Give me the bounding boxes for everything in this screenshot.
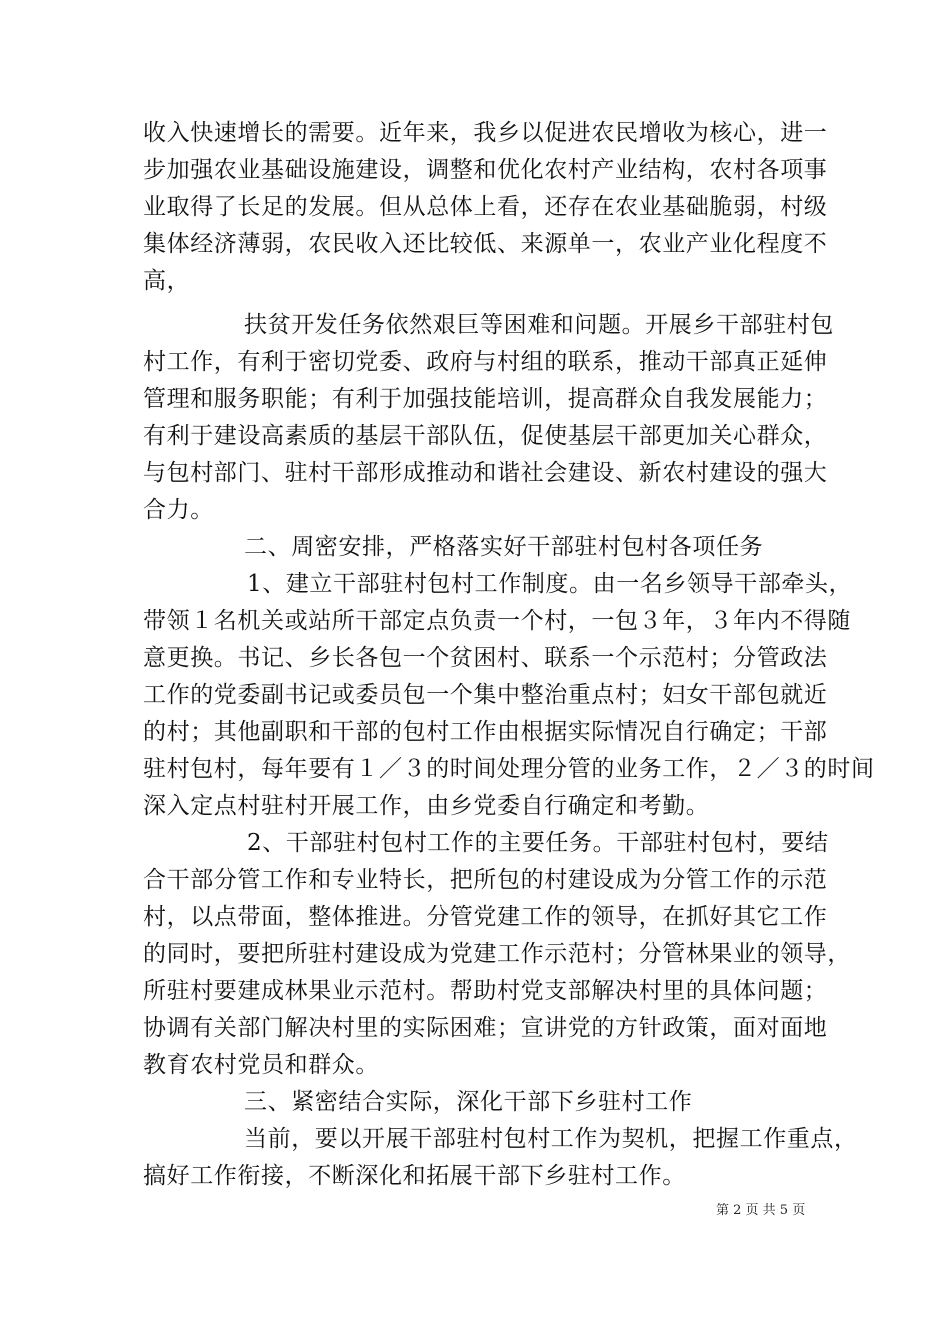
text-line: 深入定点村驻村开展工作，由乡党委自行确定和考勤。 — [143, 793, 710, 819]
text-line: 工作的党委副书记或委员包一个集中整治重点村；妇女干部包就近 — [143, 682, 828, 708]
page-number: 第 2 页 共 5 页 — [716, 1203, 806, 1218]
text-line: 与包村部门、驻村干部形成推动和谐社会建设、新农村建设的强大 — [143, 460, 828, 486]
text-line: 教育农村党员和群众。 — [143, 1052, 379, 1078]
text-line: 村工作，有利于密切党委、政府与村组的联系，推动干部真正延伸 — [143, 349, 828, 375]
text-line: 集体经济薄弱，农民收入还比较低、来源单一，农业产业化程度不 — [143, 231, 828, 257]
text-line: 驻村包村，每年要有１／３的时间处理分管的业务工作，２／３的时间 — [143, 756, 875, 782]
text-line: 合力。 — [143, 497, 214, 523]
text-line: 步加强农业基础设施建设，调整和优化农村产业结构，农村各项事 — [143, 157, 828, 183]
text-line: 扶贫开发任务依然艰巨等困难和问题。开展乡干部驻村包 — [244, 312, 834, 338]
text-line: 的村；其他副职和干部的包村工作由根据实际情况自行确定；干部 — [143, 719, 828, 745]
text-line: 意更换。书记、乡长各包一个贫困村、联系一个示范村；分管政法 — [143, 645, 828, 671]
text-line: 合干部分管工作和专业特长，把所包的村建设成为分管工作的示范 — [143, 867, 828, 893]
text-line: 业取得了长足的发展。但从总体上看，还存在农业基础脆弱，村级 — [143, 194, 828, 220]
text-line: 高， — [143, 268, 191, 294]
text-line: 协调有关部门解决村里的实际困难；宣讲党的方针政策，面对面地 — [143, 1015, 828, 1041]
section-heading: 三、紧密结合实际，深化干部下乡驻村工作 — [244, 1089, 693, 1115]
text-line: 搞好工作衔接，不断深化和拓展干部下乡驻村工作。 — [143, 1163, 686, 1189]
text-line: 当前，要以开展干部驻村包村工作为契机，把握工作重点， — [244, 1126, 858, 1152]
text-line: 的同时，要把所驻村建设成为党建工作示范村；分管林果业的领导， — [143, 941, 851, 967]
section-heading: 二、周密安排，严格落实好干部驻村包村各项任务 — [244, 534, 764, 560]
text-line: 有利于建设高素质的基层干部队伍，促使基层干部更加关心群众， — [143, 423, 828, 449]
text-line: 2、干部驻村包村工作的主要任务。干部驻村包村，要结 — [247, 830, 829, 856]
text-line: 收入快速增长的需要。近年来，我乡以促进农民增收为核心，进一 — [143, 120, 828, 146]
text-line: 所驻村要建成林果业示范村。帮助村党支部解决村里的具体问题； — [143, 978, 828, 1004]
text-line: 村，以点带面，整体推进。分管党建工作的领导，在抓好其它工作 — [143, 904, 828, 930]
text-line: 管理和服务职能；有利于加强技能培训，提高群众自我发展能力； — [143, 386, 828, 412]
text-line: 带领１名机关或站所干部定点负责一个村，一包３年，３年内不得随 — [143, 608, 851, 634]
text-line: 1、建立干部驻村包村工作制度。由一名乡领导干部牵头， — [247, 571, 853, 597]
